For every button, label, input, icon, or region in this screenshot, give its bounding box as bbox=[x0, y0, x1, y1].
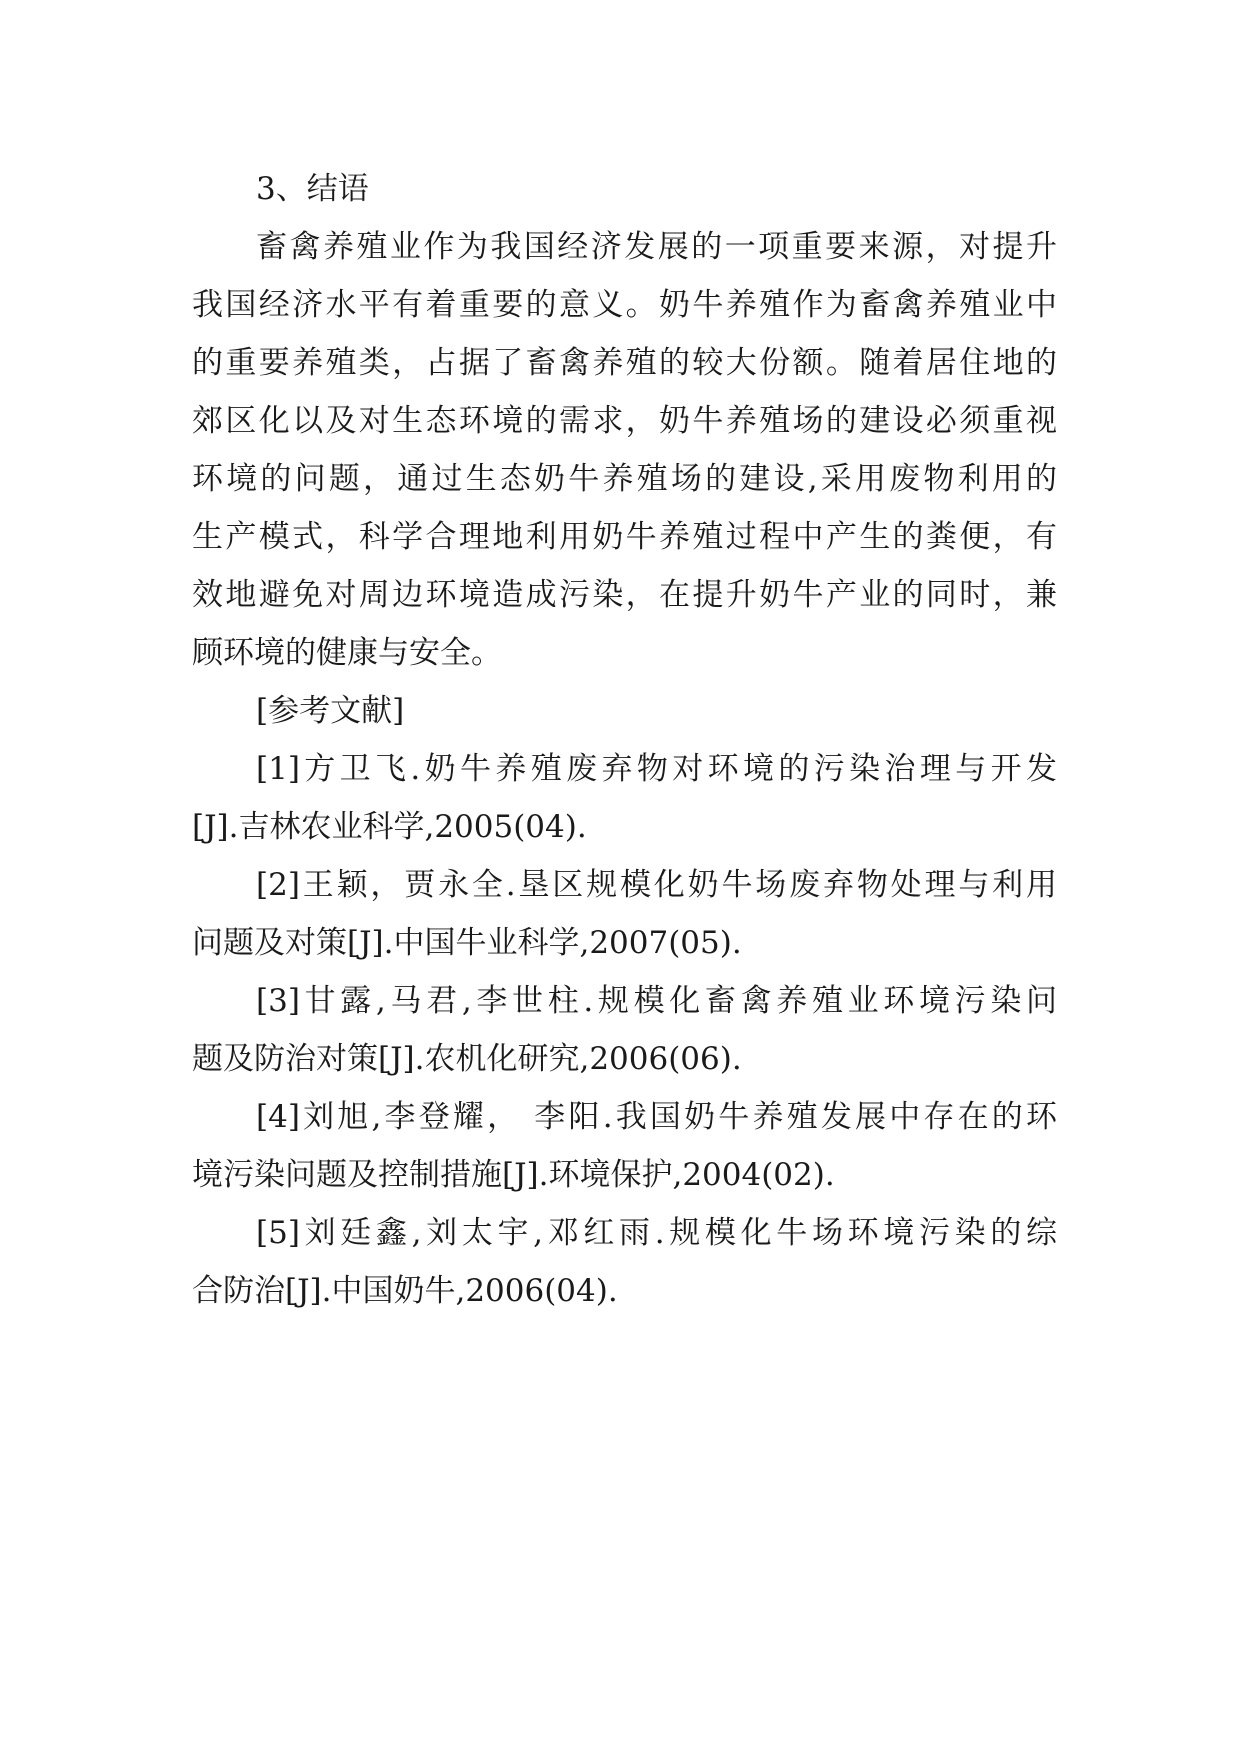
reference-item bbox=[192, 972, 1057, 1088]
reference-line: [2]王颖，贾永全.垦区规模化奶牛场废弃物处理与利用 bbox=[256, 867, 1057, 903]
reference-item bbox=[192, 1204, 1057, 1320]
reference-line: 问题及对策[J].中国牛业科学,2007(05). bbox=[192, 925, 742, 961]
reference-line: [1]方卫飞.奶牛养殖废弃物对环境的污染治理与开发 bbox=[256, 751, 1057, 787]
reference-line: [J].吉林农业科学,2005(04). bbox=[192, 809, 587, 845]
reference-line: 题及防治对策[J].农机化研究,2006(06). bbox=[192, 1041, 742, 1077]
paragraph-line: 环境的问题，通过生态奶牛养殖场的建设,采用废物利用的 bbox=[192, 461, 1057, 497]
paragraph-line: 郊区化以及对生态环境的需求，奶牛养殖场的建设必须重视 bbox=[192, 403, 1057, 439]
section-title: 3、结语 bbox=[256, 171, 369, 207]
paragraph-line: 畜禽养殖业作为我国经济发展的一项重要来源，对提升 bbox=[256, 229, 1057, 265]
paragraph-line: 顾环境的健康与安全。 bbox=[192, 635, 502, 671]
document-page bbox=[192, 160, 1057, 1320]
references-heading: [参考文献] bbox=[256, 693, 405, 729]
paragraph-line: 效地避免对周边环境造成污染，在提升奶牛产业的同时，兼 bbox=[192, 577, 1057, 613]
paragraph-line: 我国经济水平有着重要的意义。奶牛养殖作为畜禽养殖业中 bbox=[192, 287, 1057, 323]
conclusion-paragraph bbox=[192, 218, 1057, 682]
reference-item bbox=[192, 856, 1057, 972]
reference-line: [3]甘露,马君,李世柱.规模化畜禽养殖业环境污染问 bbox=[256, 983, 1057, 1019]
reference-line: 合防治[J].中国奶牛,2006(04). bbox=[192, 1273, 618, 1309]
reference-line: 境污染问题及控制措施[J].环境保护,2004(02). bbox=[192, 1157, 835, 1193]
reference-item bbox=[192, 740, 1057, 856]
reference-line: [4]刘旭,李登耀， 李阳.我国奶牛养殖发展中存在的环 bbox=[256, 1099, 1057, 1135]
reference-line: [5]刘廷鑫,刘太宇,邓红雨.规模化牛场环境污染的综 bbox=[256, 1215, 1057, 1251]
reference-list bbox=[192, 740, 1057, 1320]
paragraph-line: 的重要养殖类，占据了畜禽养殖的较大份额。随着居住地的 bbox=[192, 345, 1057, 381]
paragraph-line: 生产模式，科学合理地利用奶牛养殖过程中产生的粪便，有 bbox=[192, 519, 1057, 555]
reference-item bbox=[192, 1088, 1057, 1204]
